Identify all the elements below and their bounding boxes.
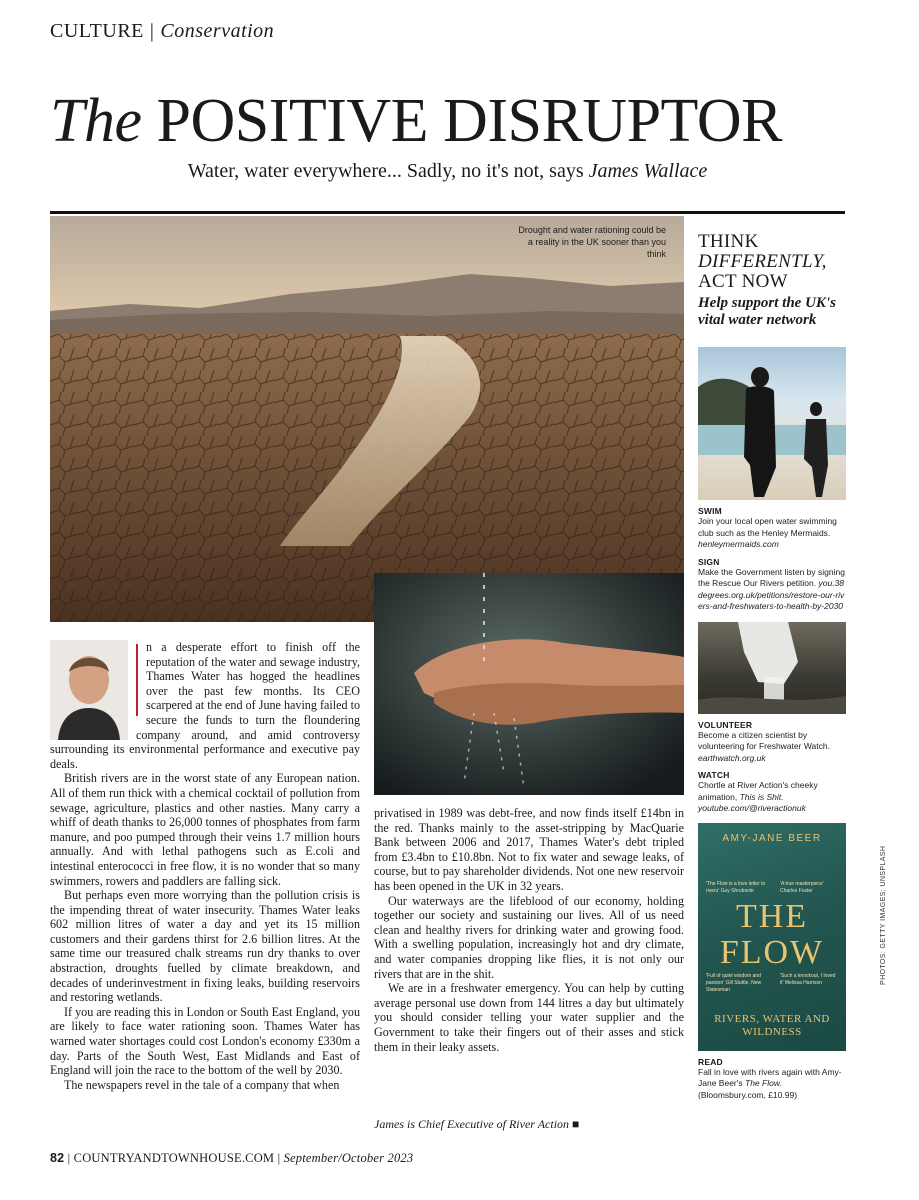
sign-text-body: Make the Government listen by signing the Rescue Our Rivers petition. <box>698 566 845 588</box>
subsection-name: Conservation <box>160 20 275 42</box>
book-cover <box>698 823 846 1051</box>
paragraph-1: n a desperate effort to finish off the reputation of the water and sewage industry, Thames Water has hogged the headlines over the past few months. Its CEO scarpered at the end of June having failed to secure the funds to turn the floundering company around, and amid controversy surrounding its environmental performance and executive pay deals. <box>50 640 360 771</box>
standfirst <box>50 160 845 183</box>
watch-link[interactable]: youtube.com/@riveractionuk <box>698 803 806 813</box>
swim-text <box>698 516 846 551</box>
watch-text-body: Chortle at River Action's cheeky animation, <box>698 780 818 802</box>
swim-link[interactable]: henleymermaids.com <box>698 539 779 549</box>
swim-label: SWIM <box>698 506 722 516</box>
author-portrait-illustration <box>50 640 128 740</box>
volunteer-sampling-illustration <box>698 622 846 714</box>
article-column-2 <box>374 806 684 1054</box>
footer-divider-1: | <box>67 1151 71 1165</box>
sidebar-heading-line3: ACT NOW <box>698 271 788 292</box>
watch-title: This is Shit. <box>739 791 784 802</box>
dropcap-bar <box>136 644 138 716</box>
sign-label: SIGN <box>698 556 720 567</box>
book-quote-right-2: 'Such a knockout, I loved it' Melissa Harrison <box>780 972 836 986</box>
volunteer-text-body: Become a citizen scientist by volunteering for Freshwater Watch. <box>698 729 830 751</box>
swimmers-image <box>698 347 846 500</box>
hands-water-image <box>374 573 684 795</box>
sidebar-subheading: Help support the UK's vital water network <box>698 295 836 328</box>
header-rule <box>50 211 845 214</box>
section-name: CULTURE <box>50 20 144 42</box>
book-quote-left: 'The Flow is a love letter to rivers' Guy Shrubsole <box>706 880 766 894</box>
drought-landscape-illustration <box>50 216 684 622</box>
book-quote-right: 'A true masterpiece' Charles Foster <box>780 880 824 894</box>
hero-caption: Drought and water rationing could be a reality in the UK sooner than you think <box>518 225 666 259</box>
volunteer-image <box>698 622 846 714</box>
title-the: The <box>50 87 142 155</box>
book-subtitle: RIVERS, WATER AND WILDNESS <box>714 1012 830 1038</box>
hero-drought-image <box>50 216 684 622</box>
volunteer-link[interactable]: earthwatch.org.uk <box>698 752 766 763</box>
swimmers-illustration <box>698 347 846 500</box>
sidebar-heading <box>698 232 846 292</box>
paragraph-4: If you are reading this in London or South East England, you are likely to face water rationing soon. Thames Water has warned water shortages could cost London's economy £330m a day. Parts of the South West, East Midlands and East of England will join the race to the bottom of the well by 2030. <box>50 1004 360 1078</box>
volunteer-text <box>698 730 846 765</box>
sidebar <box>698 216 846 1101</box>
paragraph-7: Our waterways are the lifeblood of our economy, holding together our society and sustaining our lives. All of us need clean and healthy rivers for drinking water and growing food. With a swelling population, increasingly hot and dry climate, and water companies dropping like flies, it is not only our rivers that are in the shit. <box>374 893 684 981</box>
paragraph-2: British rivers are in the worst state of any European nation. All of them run thick with a chemical cocktail of pollution from sewage, agriculture, plastics and other nasties. Many carry a whiff of death thanks to 26,000 tonnes of phosphates from farm manure, and poo pumped through their veins 1.7 million hours annually. And with lethal pathogens such as E.coli and intestinal enterococci in free flow, it is no wonder that so many swimmers, rowers and paddlers are falling sick. <box>50 771 360 888</box>
article-title <box>50 86 782 156</box>
book-author: AMY-JANE BEER <box>722 832 822 844</box>
book-quote-left-2: 'Full of quiet wisdom and passion' Gill Stuttle, New Statesman <box>706 972 762 993</box>
section-label <box>50 20 274 43</box>
cupped-hands-illustration <box>374 573 684 795</box>
author-bio <box>374 1117 684 1132</box>
paragraph-8: We are in a freshwater emergency. You can help by cutting average personal use down from 144 litres a day but ultimately you should consider telling your water supplier and the Government to take their fingers out of their asses and stick them in their leaky assets. <box>374 981 684 1054</box>
section-divider: | <box>149 20 155 42</box>
end-mark: ■ <box>572 1117 580 1131</box>
read-text-body: Fall in love with rivers again with Amy-Jane Beer's <box>698 1066 842 1088</box>
footer-divider-2: | <box>277 1151 281 1165</box>
swim-text-body: Join your local open water swimming club such as the Henley Mermaids. <box>698 516 837 538</box>
standfirst-author: James Wallace <box>588 160 708 182</box>
footer-date: September/October 2023 <box>283 1151 414 1165</box>
author-portrait <box>50 640 128 740</box>
read-book-title: The Flow. <box>745 1078 782 1088</box>
paragraph-5: The newspapers revel in the tale of a company that when <box>64 1077 340 1092</box>
standfirst-text: Water, water everywhere... Sadly, no it's not, says <box>187 160 584 182</box>
read-link[interactable]: (Bloomsbury.com, £10.99) <box>698 1089 798 1100</box>
sidebar-heading-line1: THINK <box>698 231 759 252</box>
watch-label: WATCH <box>698 770 730 780</box>
article-column-1 <box>50 640 360 1092</box>
volunteer-label: VOLUNTEER <box>698 719 753 730</box>
title-main: POSITIVE DISRUPTOR <box>156 87 782 155</box>
watch-text <box>698 780 846 815</box>
sign-text <box>698 567 846 613</box>
author-bio-text: James is Chief Executive of River Action <box>374 1117 570 1131</box>
page-footer <box>50 1151 413 1166</box>
sidebar-heading-line2: DIFFERENTLY, <box>698 251 827 272</box>
read-label: READ <box>698 1056 723 1067</box>
photo-credit: PHOTOS: GETTY IMAGES; UNSPLASH <box>880 845 887 985</box>
paragraph-6: privatised in 1989 was debt-free, and now finds itself £14bn in the red. Thanks mainly to the asset-stripping by MacQuarie Bank between 2006 and 2017, Thames Water's debt tripled from £3.4bn to £10.8bn. Not to fix water and sewage leaks, of course, but to pay shareholder dividends. Not one new reservoir has been opened in the UK in 32 years. <box>374 806 684 893</box>
page-number: 82 <box>50 1151 65 1165</box>
paragraph-3: But perhaps even more worrying than the pollution crisis is the impending threat of water insecurity. Thames Water leaks 602 million litres of water a day and yet its 15 million customers and their gardens thirst for 2.6 billion litres. At the same time our treasured chalk streams run dry thanks to over abstraction, droughts fuelled by climate breakdown, and decades of underinvestment in fixing leaks, building reservoirs and restoring wetlands. <box>50 888 360 1005</box>
read-text <box>698 1067 846 1102</box>
book-title: THE FLOW <box>719 897 825 971</box>
footer-site[interactable]: COUNTRYANDTOWNHOUSE.COM <box>73 1151 275 1165</box>
sign-link[interactable]: you.38degrees.org.uk/petitions/restore-our-rivers-and-freshwaters-to-health-by-2030 <box>698 578 845 611</box>
